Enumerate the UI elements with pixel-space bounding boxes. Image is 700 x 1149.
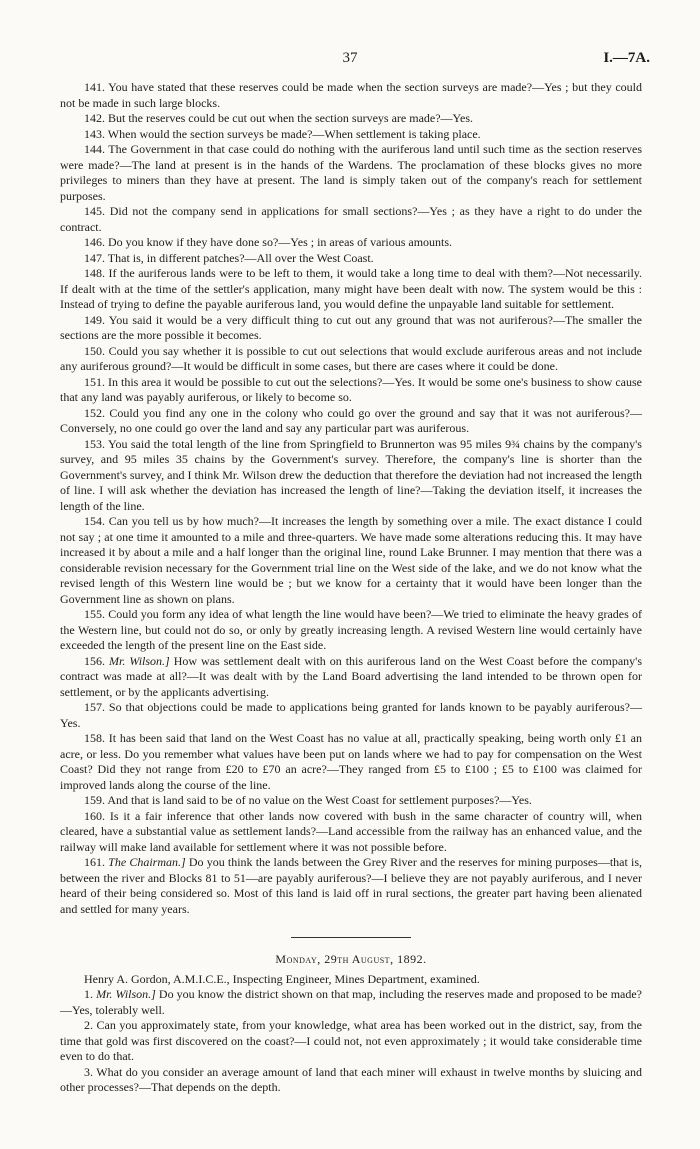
- paragraph-158: [60, 731, 642, 793]
- question-number: 152.: [84, 405, 105, 420]
- witness-line: Henry A. Gordon, A.M.I.C.E., Inspecting Engineer, Mines Department, examined.: [84, 971, 480, 986]
- paragraph-152: [60, 406, 642, 437]
- section-divider: [291, 937, 411, 938]
- paragraph-151: [60, 375, 642, 406]
- paragraph-160: [60, 809, 642, 856]
- paragraph-149: [60, 313, 642, 344]
- question-text: Could you find any one in the colony who could go over the ground and say that it was not auriferous?—Conversely, no one could go over the land and say any particular part was auriferous.: [60, 405, 643, 435]
- speaker: Mr. Wilson.]: [109, 653, 170, 668]
- document-body: [60, 80, 642, 1096]
- question-number: 148.: [84, 266, 105, 280]
- question-number: 147.: [84, 250, 105, 265]
- question-number: 141.: [84, 80, 105, 94]
- question-number: 145.: [84, 204, 105, 218]
- paragraph-161: [60, 855, 642, 917]
- paragraph-144: [60, 142, 642, 204]
- paragraph-155: [60, 607, 642, 654]
- question-text: When would the section surveys be made?—When settlement is taking place.: [107, 126, 481, 141]
- question-number: 158.: [84, 731, 105, 745]
- question-number: 159.: [84, 793, 105, 807]
- document-reference: I.—7A.: [603, 50, 650, 66]
- question-text: If the auriferous lands were to be left to them, it would take a long time to deal with them?—Not necessarily. If dealt with at the time of the settler's application, many might have been dealt with now. The system would be this : Instead of trying to define the payable auriferous land, you would define the unpayable land suitable for settlement.: [60, 266, 642, 311]
- question-number: 153.: [84, 436, 105, 451]
- question-number: 160.: [84, 808, 105, 823]
- speaker: Mr. Wilson.]: [96, 987, 156, 1001]
- question-text: Do you think the lands between the Grey River and the reserves for mining purposes—that is, between the river and Blocks 81 to 51—are payably auriferous?—I believe they are not payably auriferous, and I never heard of their being considered so. Most of this land is laid off in rural sections, the greater part having been alienated and settled for many years.: [60, 855, 642, 916]
- question-text: What do you consider an average amount of land that each miner will exhaust in twelve months by sluicing and other processes?—That depends on the depth.: [60, 1064, 642, 1094]
- question-text: But the reserves could be cut out when the section surveys are made?—Yes.: [108, 111, 474, 125]
- paragraph-145: [60, 204, 642, 235]
- evidence-block-2: [60, 700, 642, 855]
- question-number: 161.: [84, 855, 105, 869]
- session-date: Monday, 29th August, 1892.: [275, 952, 427, 966]
- question-number: 157.: [84, 700, 105, 714]
- paragraph-159: [60, 793, 642, 809]
- question-number: 146.: [84, 235, 105, 249]
- question-text: That is, in different patches?—All over the West Coast.: [107, 250, 374, 265]
- question-text: Do you know if they have done so?—Yes ; in areas of various amounts.: [108, 235, 453, 249]
- question-number: 144.: [84, 142, 105, 156]
- speaker: The Chairman.]: [108, 855, 186, 869]
- question-text: Could you form any idea of what length the line would have been?—We tried to eliminate the heavy grades of the Western line, but could not do so, or only by greatly increasing length. A revised Western line would certainly have exceeded the length of the present line on the East side.: [60, 607, 643, 652]
- question-number: 154.: [84, 514, 105, 528]
- question-number: 150.: [84, 343, 105, 358]
- question-number: 3.: [84, 1064, 93, 1079]
- question-number: 149.: [84, 312, 105, 327]
- paragraph-143: [60, 127, 642, 143]
- question-number: 143.: [84, 126, 105, 141]
- question-number: 155.: [84, 607, 105, 621]
- question-number: 151.: [84, 374, 105, 389]
- question-text: It has been said that land on the West Coast has no value at all, practically speaking, being worth only £1 an acre, or less. Do you remember what values have been put on lands where we had to pay for compensation on the West Coast? Did they not range from £20 to £70 an acre?—They ranged from £5 to £100 ; £5 to £100 was claimed for improved lands along the course of the line.: [60, 731, 643, 792]
- evidence-block-1: [60, 80, 642, 654]
- question-text: The Government in that case could do nothing with the auriferous land until such time as the section reserves were made?—The land at present is in the hands of the Wardens. The proclamation of these blocks gives no more privileges to miners than they have at present. The land is simply taken out of the company's reach for settlement purposes.: [60, 142, 642, 203]
- paragraph-154: [60, 514, 642, 607]
- paragraph-156: [60, 654, 642, 701]
- question-text: In this area it would be possible to cut out the selections?—Yes. It would be some one's business to show cause that any land was payably auriferous, or likely to become so.: [60, 374, 642, 404]
- paragraph-3: [60, 1065, 642, 1096]
- question-text: Do you know the district shown on that map, including the reserves made and proposed to be made?—Yes, tolerably well.: [60, 987, 643, 1017]
- question-text: You said the total length of the line from Springfield to Brunnerton was 95 miles 9¾ chains by the company's survey, and 95 miles 35 chains by the Government's survey. Therefore, the company's line is shorter than the Government's survey, and I think Mr. Wilson drew the deduction that therefore the deviation had not increased the length of line. I will ask whether the deviation has increased the length of line?—Taking the deviation itself, it increases the length of the line.: [60, 436, 642, 513]
- question-text: Did not the company send in applications for small sections?—Yes ; as they have a right to do under the contract.: [60, 204, 642, 234]
- paragraph-2: [60, 1018, 642, 1065]
- paragraph-148: [60, 266, 642, 313]
- paragraph-157: [60, 700, 642, 731]
- paragraph-146: [60, 235, 642, 251]
- page-number: 37: [342, 50, 358, 66]
- paragraph-153: [60, 437, 642, 515]
- question-number: 142.: [84, 111, 105, 125]
- paragraph-1: [60, 987, 642, 1018]
- question-text: And that is land said to be of no value on the West Coast for settlement purposes?—Yes.: [107, 793, 532, 807]
- question-text: You have stated that these reserves could be made when the section surveys are made?—Yes ; but they could not be made in such large blocks.: [60, 80, 642, 110]
- evidence-block-3: [60, 1018, 642, 1096]
- question-number: 156.: [84, 653, 105, 668]
- paragraph-142: [60, 111, 642, 127]
- question-number: 1.: [84, 987, 93, 1001]
- question-text: Can you approximately state, from your knowledge, what area has been worked out in the district, say, from the time that gold was first discovered on the coast?—I could not, not even approximately ; it would take considerable time even to do that.: [60, 1018, 643, 1063]
- question-text: Is it a fair inference that other lands now covered with bush in the same character of country will, when cleared, have a substantial value as settlement lands?—Land accessible from the railway has an enhanced value, and the railway will make land available for settlement where it was not possible before.: [60, 808, 642, 854]
- question-text: Can you tell us by how much?—It increases the length by something over a mile. The exact distance I could not say ; at one time it amounted to a mile and three-quarters. We have made some alterations reducing this. It may have increased it by about a mile and a half longer than the original line, round Lake Brunner. I may mention that there was a considerable revision necessary for the Government trial line on the West side of the lake, and we do not know what the revised length of this Western line would be ; but we know for a certainty that it would have been longer than the Government line as shown on plans.: [60, 514, 642, 606]
- paragraph-141: [60, 80, 642, 111]
- paragraph-150: [60, 344, 642, 375]
- question-text: So that objections could be made to applications being granted for lands known to be payably auriferous?—Yes.: [60, 700, 643, 730]
- paragraph-147: [60, 251, 642, 267]
- question-text: Could you say whether it is possible to cut out selections that would exclude auriferous areas and not include any auriferous ground?—It would be difficult in some cases, but there are cases where it could be done.: [60, 343, 643, 373]
- question-number: 2.: [84, 1018, 93, 1032]
- question-text: You said it would be a very difficult thing to cut out any ground that was not auriferous?—The smaller the sections are the more possible it becomes.: [60, 312, 642, 342]
- question-text: How was settlement dealt with on this auriferous land on the West Coast before the company's contract was made at all?—It was dealt with by the Land Board advertising the land intended to be thrown open for settlement, or by the applicants advertising.: [60, 653, 643, 699]
